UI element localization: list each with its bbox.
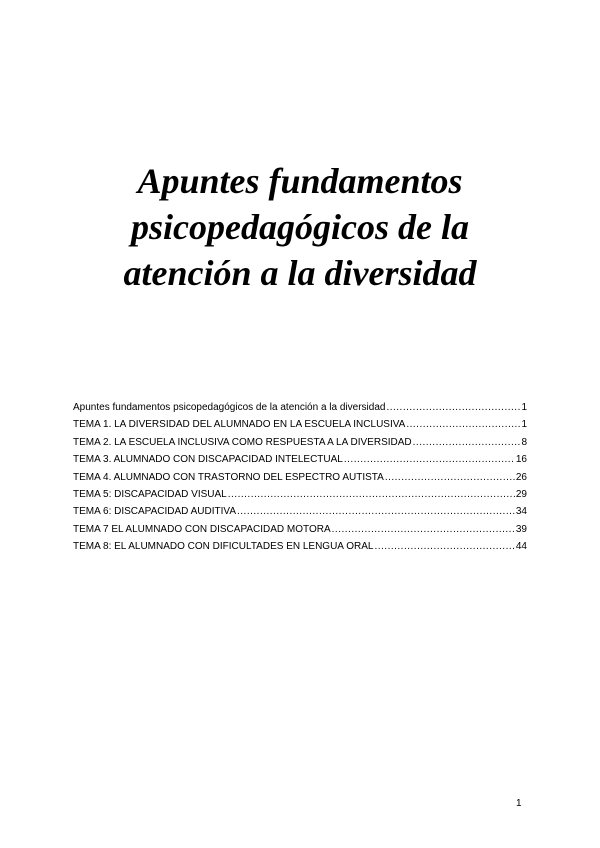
toc-entry-text: TEMA 5: DISCAPACIDAD VISUAL <box>73 488 227 500</box>
toc-entry-page: 16 <box>515 454 527 466</box>
title-line-3: atención a la diversidad <box>123 253 477 293</box>
toc-entry-text: TEMA 1. LA DIVERSIDAD DEL ALUMNADO EN LA ESCUELA INCLUSIVA <box>73 419 406 431</box>
toc-leader-dots <box>228 489 515 500</box>
toc-leader-dots <box>344 454 515 465</box>
title-line-1: Apuntes fundamentos <box>137 161 463 201</box>
toc-entry[interactable] <box>73 437 527 454</box>
toc-entry-text: TEMA 6: DISCAPACIDAD AUDITIVA <box>73 506 236 518</box>
toc-entry-page: 1 <box>521 419 527 431</box>
title-line-2: psicopedagógicos de la <box>131 207 469 247</box>
toc-entry-page: 34 <box>515 506 527 518</box>
toc-entry-page: 26 <box>515 471 527 483</box>
toc-entry-text: Apuntes fundamentos psicopedagógicos de la atención a la diversidad <box>73 402 386 413</box>
toc-leader-dots <box>332 524 515 535</box>
toc-entry[interactable] <box>73 489 527 506</box>
toc-entry-page: 29 <box>515 488 527 500</box>
toc-leader-dots <box>237 506 515 517</box>
toc-entry[interactable] <box>73 419 527 436</box>
toc-entry-text: TEMA 4. ALUMNADO CON TRASTORNO DEL ESPECTRO AUTISTA <box>73 471 384 483</box>
page-number: 1 <box>516 798 522 809</box>
toc-entry-text: TEMA 7 EL ALUMNADO CON DISCAPACIDAD MOTORA <box>73 523 331 535</box>
toc-entry[interactable] <box>73 541 527 558</box>
toc-leader-dots <box>386 402 520 413</box>
toc-entry-text: TEMA 3. ALUMNADO CON DISCAPACIDAD INTELECTUAL <box>73 454 343 466</box>
toc-entry-text: TEMA 2. LA ESCUELA INCLUSIVA COMO RESPUESTA A LA DIVERSIDAD <box>73 436 412 448</box>
toc-entry-page: 1 <box>521 402 527 413</box>
toc-entry[interactable] <box>73 402 527 419</box>
toc-leader-dots <box>406 419 520 430</box>
toc-entry[interactable] <box>73 472 527 489</box>
toc-entry[interactable] <box>73 454 527 471</box>
toc-leader-dots <box>374 541 514 552</box>
toc-entry-page: 39 <box>515 523 527 535</box>
toc-entry[interactable] <box>73 506 527 523</box>
table-of-contents <box>73 402 527 559</box>
document-title <box>0 158 600 296</box>
toc-entry[interactable] <box>73 524 527 541</box>
toc-entry-page: 44 <box>515 541 527 553</box>
toc-entry-page: 8 <box>521 436 527 448</box>
toc-entry-text: TEMA 8: EL ALUMNADO CON DIFICULTADES EN LENGUA ORAL <box>73 541 374 553</box>
toc-leader-dots <box>413 437 521 448</box>
toc-leader-dots <box>385 472 515 483</box>
